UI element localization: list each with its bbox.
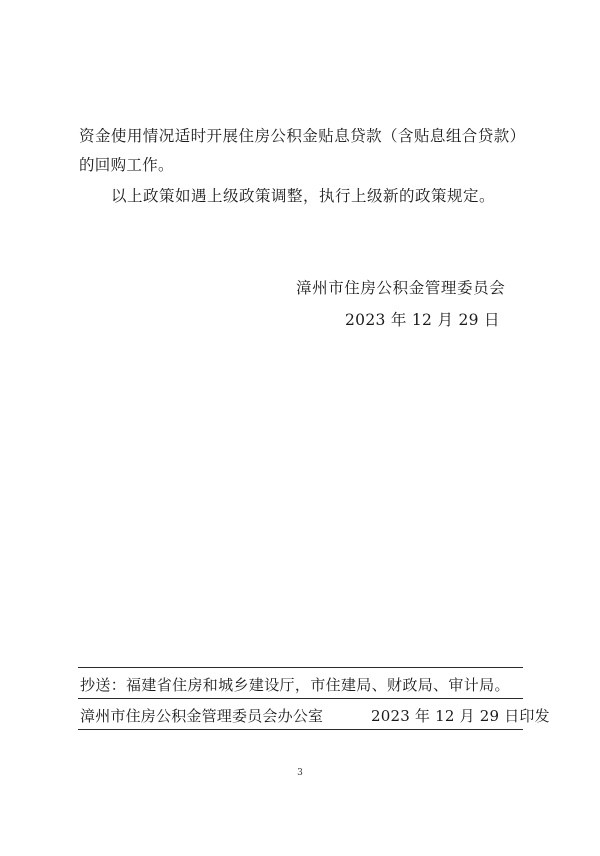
signature-date: 2023 年 12 月 29 日 bbox=[345, 311, 500, 329]
issue-date: 2023 年 12 月 29 日印发 bbox=[371, 707, 550, 725]
footer-divider-middle bbox=[78, 698, 523, 699]
cc-recipients: 抄送：福建省住房和城乡建设厅，市住建局、财政局、审计局。 bbox=[80, 676, 510, 694]
body-text-line: 资金使用情况适时开展住房公积金贴息贷款（含贴息组合贷款） bbox=[79, 127, 526, 145]
signature-organization: 漳州市住房公积金管理委员会 bbox=[296, 279, 506, 297]
body-text-paragraph: 以上政策如遇上级政策调整，执行上级新的政策规定。 bbox=[111, 187, 496, 205]
body-text-line: 的回购工作。 bbox=[79, 156, 174, 174]
page-number: 3 bbox=[297, 768, 303, 778]
footer-divider-bottom bbox=[78, 729, 523, 730]
issuing-office: 漳州市住房公积金管理委员会办公室 bbox=[80, 707, 324, 725]
footer-divider-top bbox=[78, 667, 523, 668]
